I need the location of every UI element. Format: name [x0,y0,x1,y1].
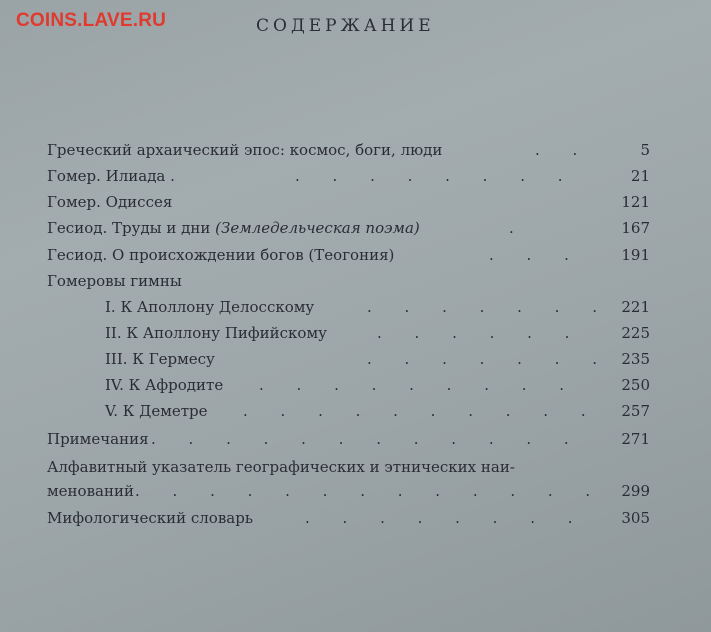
toc-entry [47,217,650,239]
toc-entry-leader: . . . . . . . . . [259,376,579,394]
toc-entry-title: I. К Аполлону Делосскому [105,298,315,316]
toc-entry-page: 257 [621,402,650,420]
toc-entry-page: 5 [640,141,650,159]
toc-entry [47,428,650,450]
toc-entry-page: 221 [621,298,650,316]
toc-entry-page: 191 [621,246,650,264]
toc-entry-leader: . . . . . . . . [305,509,587,527]
toc-entry [47,296,650,318]
toc-entry-leader: . . . . . . . [367,350,611,368]
toc-section-heading [47,270,650,292]
toc-entry-page: 305 [621,509,650,527]
toc-entry-title: V. К Деметре [105,402,208,420]
toc-entry-title: Гомеровы гимны [47,272,182,290]
toc-entry [47,322,650,344]
toc-entry-title: Гомер. Илиада . [47,167,175,185]
toc-entry-leader: . . . . . . . [367,298,611,316]
toc-entry-title: Алфавитный указатель географических и этнических наи- [47,458,515,476]
toc-entry-leader: . . . . . . [377,324,584,342]
toc-entry-leader: . . . . . . . . . . [243,402,600,420]
toc-entry-title: Гомер. Одиссея [47,193,173,211]
toc-entry [47,456,650,478]
toc-entry-leader: . . [535,141,592,159]
toc-entry-leader: . . . . . . . . . . . . . [135,482,605,500]
toc-entry-page: 235 [621,350,650,368]
page-title: СОДЕРЖАНИЕ [256,16,435,36]
toc-entry-title [47,217,420,239]
toc-entry [47,374,650,396]
toc-entry-title: менований [47,482,134,500]
toc-entry-title: Греческий архаический эпос: космос, боги, люди [47,141,443,159]
toc-entry [47,480,650,502]
toc-entry-subtitle: (Земледельческая поэма) [215,219,420,237]
toc-entry [47,165,650,187]
toc-entry-page: 167 [621,219,650,237]
site-watermark: COINS.LAVE.RU [16,10,167,31]
toc-entry-leader: . [509,219,528,237]
toc-entry-title: Гесиод. О происхождении богов (Теогония) [47,246,395,264]
toc-entry-title-text: Гесиод. Труды и дни [47,219,211,237]
toc-entry-title: III. К Гермесу [105,350,215,368]
toc-entry-page: 121 [621,193,650,211]
toc-entry-page: 21 [630,167,650,185]
toc-entry-title: IV. К Афродите [105,376,224,394]
toc-entry [47,244,650,266]
toc-entry-page: 271 [621,430,650,448]
toc-entry [47,400,650,422]
toc-entry-leader: . . . . . . . . . . . . [151,430,583,448]
toc-entry-title: II. К Аполлону Пифийскому [105,324,327,342]
toc-entry-page: 299 [621,482,650,500]
toc-entry-leader: . . . . . . . . [295,167,577,185]
toc-entry-leader: . . . [489,246,583,264]
toc-entry-title: Мифологический словарь [47,509,253,527]
toc-entry [47,139,650,161]
toc-entry-title: Примечания [47,430,149,448]
toc-entry [47,191,650,213]
toc-entry-page: 250 [621,376,650,394]
toc-entry [47,507,650,529]
toc-entry [47,348,650,370]
toc-entry-page: 225 [621,324,650,342]
